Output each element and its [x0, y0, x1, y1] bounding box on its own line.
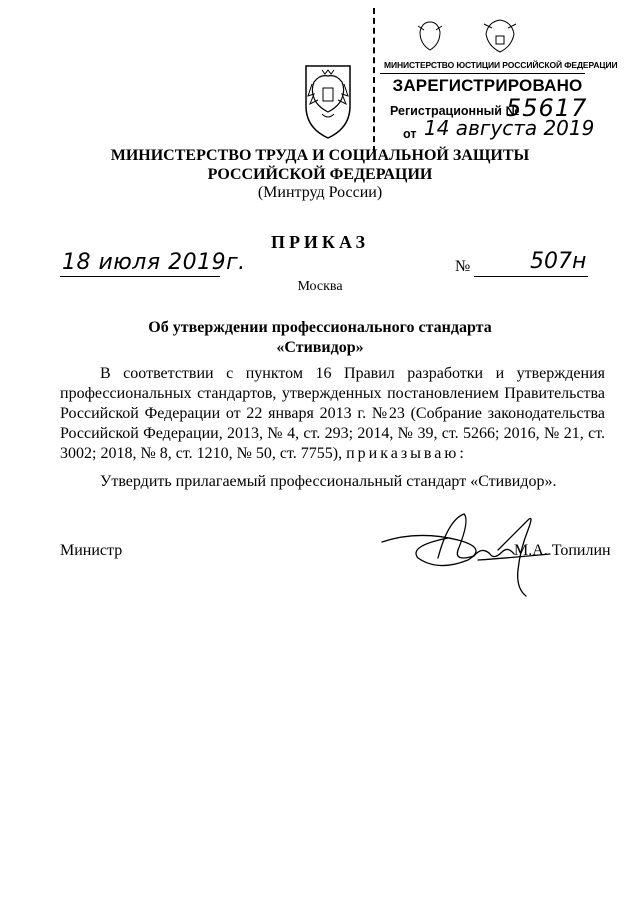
- ministry-short-name: (Минтруд России): [257, 184, 383, 201]
- order-subject: [0, 318, 640, 358]
- stamp-ministry-text: МИНИСТЕРСТВО ЮСТИЦИИ РОССИЙСКОЙ ФЕДЕРАЦИИ: [384, 60, 618, 70]
- stamp-reg-number-value: 55617: [506, 94, 588, 122]
- ministry-title-line2: РОССИЙСКОЙ ФЕДЕРАЦИИ: [207, 166, 433, 183]
- stamp-emblems: [400, 16, 550, 56]
- order-approve-text: Утвердить прилагаемый профессиональный стандарт «Стивидор».: [100, 473, 557, 490]
- stamp-date-label: от: [403, 127, 417, 141]
- ministry-title: [0, 146, 640, 184]
- ministry-title-line1: МИНИСТЕРСТВО ТРУДА И СОЦИАЛЬНОЙ ЗАЩИТЫ: [110, 147, 530, 164]
- coat-of-arms-emblem: [300, 62, 356, 140]
- order-date-underline: [60, 276, 220, 277]
- stamp-registered-text: ЗАРЕГИСТРИРОВАНО: [392, 76, 583, 95]
- order-city: Москва: [297, 279, 343, 294]
- order-number-label: №: [455, 258, 471, 275]
- order-subject-line2: «Стивидор»: [276, 339, 364, 356]
- stamp-divider: [380, 73, 585, 74]
- stamp-date-value: 14 августа 2019: [424, 116, 595, 140]
- order-date: 18 июля 2019г.: [62, 250, 246, 275]
- stamp-reg-number-label: Регистрационный №: [390, 104, 520, 118]
- order-subject-line1: Об утверждении профессионального стандарта: [148, 319, 492, 336]
- signatory-name: М.А. Топилин: [514, 542, 611, 559]
- order-number: 507н: [530, 249, 587, 274]
- order-number-underline: [474, 276, 588, 277]
- order-body-text: В соответствии с пунктом 16 Правил разработки и утверждения профессиональных стандартов, утвержденных постановлением Правительства Российской Федерации от 22 января 2013 г. №23 (Собрание законодательства Российской Федерации, 2013, № 4, ст. 293; 2014, № 39, ст. 5266; 2016, № 21, ст. 3002; 2018, № 8, ст. 1210, № 50, ст. 7755),: [60, 365, 605, 462]
- order-body-paragraph: [60, 364, 605, 464]
- order-keyword: приказываю:: [346, 445, 467, 462]
- order-title: ПРИКАЗ: [270, 232, 370, 252]
- signatory-position: Министр: [60, 542, 123, 559]
